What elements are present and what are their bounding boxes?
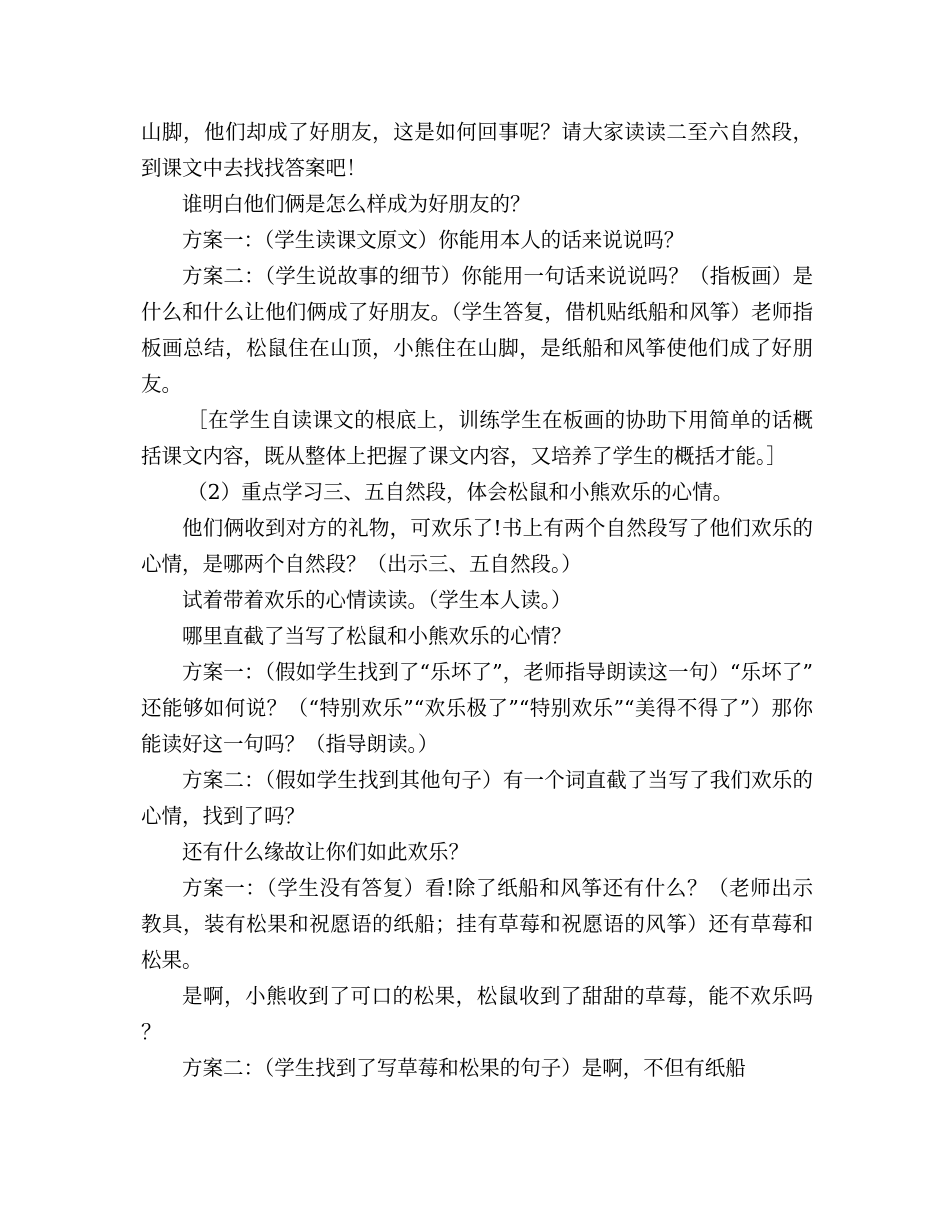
paragraph-13: 方案一：（学生没有答复）看!除了纸船和风筝还有什么？（老师出示教具，装有松果和祝愿语的纸船；挂有草莓和祝愿语的风筝）还有草莓和松果。 [141, 876, 813, 972]
paragraph-14: 是啊，小熊收到了可口的松果，松鼠收到了甜甜的草莓，能不欢乐吗？ [141, 984, 813, 1044]
paragraph-5-bracket-note: ［在学生自读课文的根底上，训练学生在板画的协助下用简单的话概括课文内容，既从整体上把握了课文内容，又培养了学生的概括才能。］ [141, 408, 813, 468]
paragraph-7: 他们俩收到对方的礼物，可欢乐了!书上有两个自然段写了他们欢乐的心情，是哪两个自然段？（出示三、五自然段。） [141, 516, 813, 576]
paragraph-11: 方案二：（假如学生找到其他句子）有一个词直截了当写了我们欢乐的心情，找到了吗？ [141, 768, 813, 828]
document-body [141, 114, 813, 1086]
paragraph-9: 哪里直截了当写了松鼠和小熊欢乐的心情？ [182, 624, 572, 648]
paragraph-10: 方案一：（假如学生找到了“乐坏了”，老师指导朗读这一句）“乐坏了”还能够如何说？（“特别欢乐”“欢乐极了”“特别欢乐”“美得不得了”）那你能读好这一句吗？（指导朗读。） [141, 660, 813, 756]
paragraph-12: 还有什么缘故让你们如此欢乐？ [182, 840, 469, 864]
paragraph-6-section-heading: （2）重点学习三、五自然段，体会松鼠和小熊欢乐的心情。 [187, 480, 734, 504]
paragraph-1: 山脚，他们却成了好朋友，这是如何回事呢？请大家读读二至六自然段，到课文中去找找答案吧！ [141, 120, 813, 180]
paragraph-8: 试着带着欢乐的心情读读。（学生本人读。） [182, 588, 572, 612]
paragraph-15: 方案二：（学生找到了写草莓和松果的句子）是啊，不但有纸船 [182, 1056, 746, 1080]
paragraph-4: 方案二：（学生说故事的细节）你能用一句话来说说吗？（指板画）是什么和什么让他们俩成了好朋友。（学生答复，借机贴纸船和风筝）老师指板画总结，松鼠住在山顶，小熊住在山脚，是纸船和风筝使他们成了好朋友。 [141, 264, 813, 396]
paragraph-3: 方案一：（学生读课文原文）你能用本人的话来说说吗？ [182, 228, 685, 252]
paragraph-2: 谁明白他们俩是怎么样成为好朋友的？ [182, 192, 531, 216]
